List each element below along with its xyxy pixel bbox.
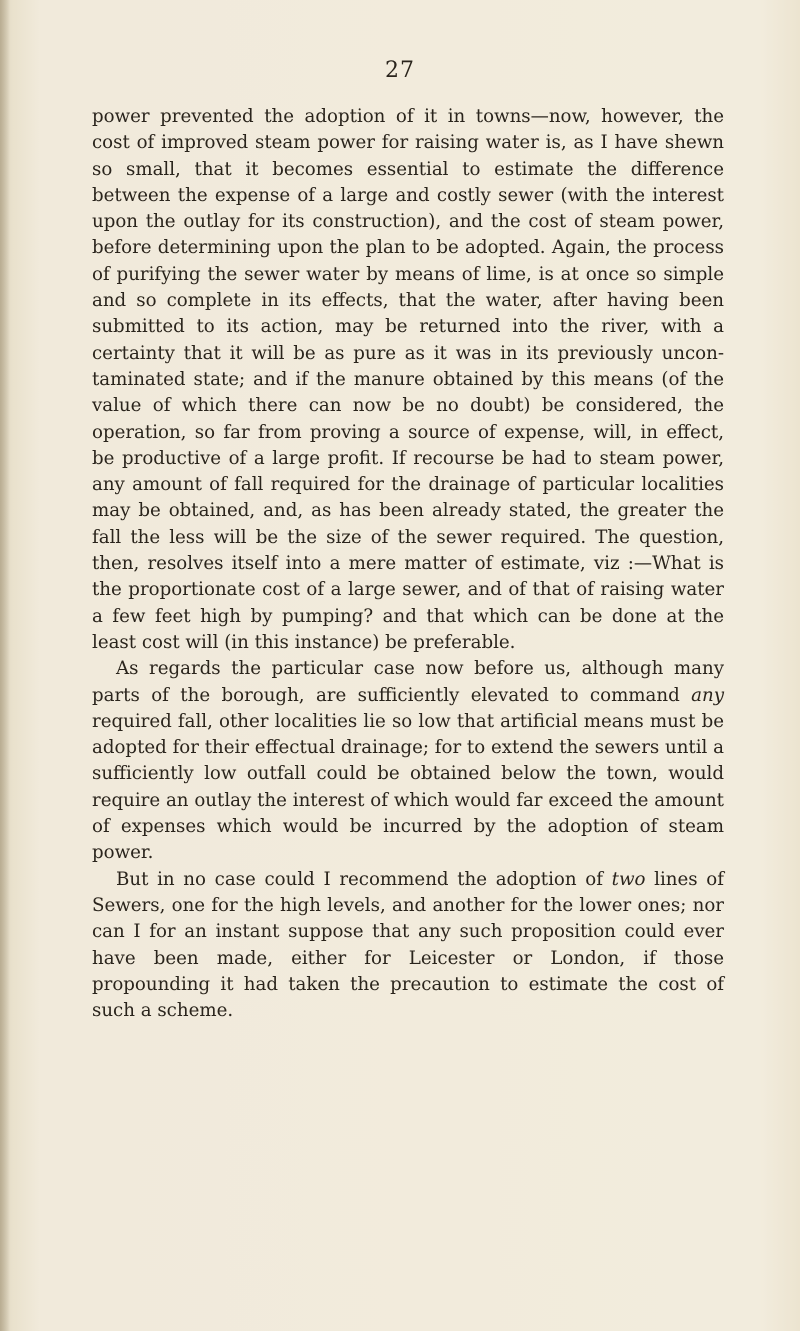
paragraph-1: [92, 104, 724, 656]
text-segment: lines of Sewers, one for the high levels, and another for the lower ones; nor can I for an instant suppose that any such proposition could ever have been made, either for Leicester or London, if those propounding it had taken the precaution to estimate the cost of such a scheme.: [92, 868, 724, 1022]
text-segment: But in no case could I recommend the adoption of: [116, 868, 612, 890]
paragraph-2: [92, 656, 724, 866]
text-segment: As regards the particular case now before us, although many parts of the borough, are sufficiently elevated to command: [92, 658, 724, 706]
emphasis-any: any: [691, 684, 724, 706]
body-text: [92, 104, 724, 1024]
binding-shadow: [0, 0, 10, 1331]
emphasis-two: two: [611, 868, 646, 890]
page-number: 27: [385, 58, 415, 83]
paragraph-3: [92, 867, 724, 1025]
text-segment: required fall, other localities lie so low that artificial means must be adopted for their effectual drainage; for to extend the sewers until a sufficiently low outfall could be obtained below the town, would require an outlay the interest of which would far exceed the amount of expenses which would be incurred by the adoption of steam power.: [92, 710, 724, 864]
text-segment: power prevented the adoption of it in towns—now, however, the cost of improved steam power for raising water is, as I have shewn so small, that it becomes essential to estimate the difference between the expense of a large and costly sewer (with the interest upon the outlay for its construction), and the cost of steam power, before determining upon the plan to be adopted. Again, the process of purifying the sewer water by means of lime, is at once so simple and so complete in its effects, that the water, after having been submitted to its action, may be returned into the river, with a certainty that it will be as pure as it was in its previously uncontaminated state; and if the manure obtained by this means (of the value of which there can now be no doubt) be considered, the operation, so far from proving a source of expense, will, in effect, be productive of a large profit. If recourse be had to steam power, any amount of fall required for the drainage of particular localities may be obtained, and, as has been already stated, the greater the fall the less will be the size of the sewer required. The question, then, resolves itself into a mere matter of estimate, viz :—What is the proportionate cost of a large sewer, and of that of raising water a few feet high by pumping? and that which can be done at the least cost will (in this instance) be preferable.: [92, 106, 724, 653]
